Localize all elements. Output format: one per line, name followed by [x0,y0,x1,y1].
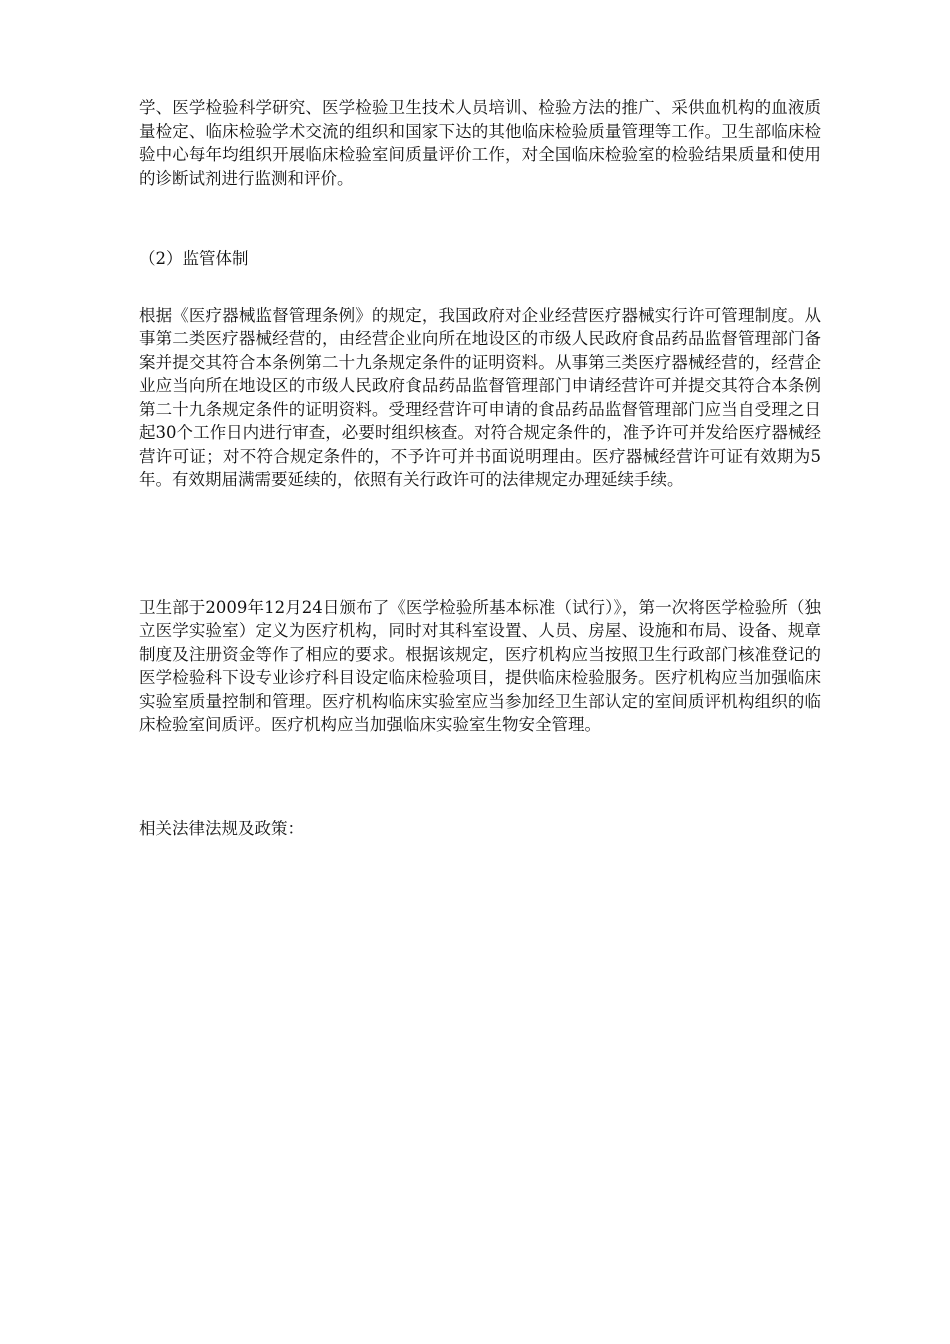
paragraph-spacer [139,563,821,596]
paragraph-spacer [139,784,821,817]
paragraph-device-regulation: 根据《医疗器械监督管理条例》的规定，我国政府对企业经营医疗器械实行许可管理制度。从事第二类医疗器械经营的，由经营企业向所在地设区的市级人民政府食品药品监督管理部门备案并提交其符合本条例第二十九条规定条件的证明资料。从事第三类医疗器械经营的，经营企业应当向所在地设区的市级人民政府食品药品监督管理部门申请经营许可并提交其符合本条例第二十九条规定条件的证明资料。受理经营许可申请的食品药品监督管理部门应当自受理之日起30个工作日内进行审查，必要时组织核查。对符合规定条件的，准予许可并发给医疗器械经营许可证；对不符合规定条件的，不予许可并书面说明理由。医疗器械经营许可证有效期为5年。有效期届满需要延续的，依照有关行政许可的法律规定办理延续手续。 [139,305,821,489]
paragraph-spacer [139,214,821,247]
paragraph-clinical-testing-center: 学、医学检验科学研究、医学检验卫生技术人员培训、检验方法的推广、采供血机构的血液质量检定、临床检验学术交流的组织和国家下达的其他临床检验质量管理等工作。卫生部临床检验中心每年均组织开展临床检验室间质量评价工作，对全国临床检验室的检验结果质量和使用的诊断试剂进行监测和评价。 [139,98,821,188]
paragraph-lab-standard: 卫生部于2009年12月24日颁布了《医学检验所基本标准（试行）》，第一次将医学检验所（独立医学实验室）定义为医疗机构，同时对其科室设置、人员、房屋、设施和布局、设备、规章制度及注册资金等作了相应的要求。根据该规定，医疗机构应当按照卫生行政部门核准登记的医学检验科下设专业诊疗科目设定临床检验项目，提供临床检验服务。医疗机构应当加强临床实验室质量控制和管理。医疗机构临床实验室应当参加经卫生部认定的室间质评机构组织的临床检验室间质评。医疗机构应当加强临床实验室生物安全管理。 [139,597,821,734]
paragraph-spacer [139,271,821,304]
related-laws-label: 相关法律法规及政策： [139,818,304,838]
document-page [139,96,821,840]
section-heading-supervision: （2）监管体制 [139,249,249,268]
